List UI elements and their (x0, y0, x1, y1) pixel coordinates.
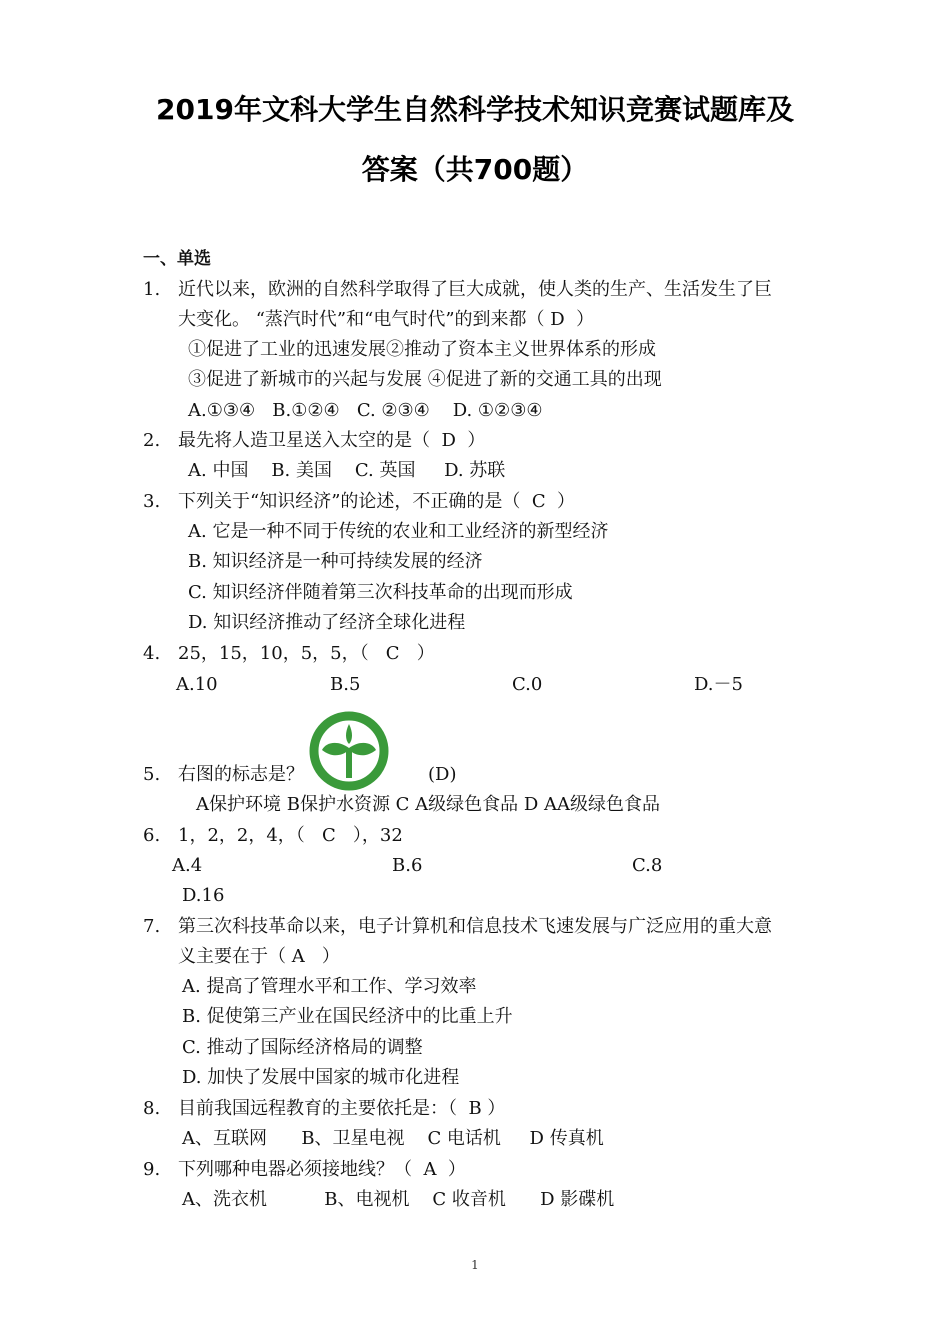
question-4-text: 25，15，10，5，5，（ C ） (178, 643, 435, 664)
question-8-options: A、互联网 B、卫星电视 C 电话机 D 传真机 (182, 1128, 604, 1149)
question-4-option-b: B.5 (330, 674, 361, 695)
question-4-option-d: D.－5 (694, 674, 743, 695)
page-number: 1 (471, 1258, 479, 1272)
question-7-option-d: D. 加快了发展中国家的城市化进程 (182, 1067, 460, 1088)
question-6-option-b: B.6 (392, 855, 423, 876)
question-2-options: A. 中国 B. 美国 C. 英国 D. 苏联 (188, 460, 506, 481)
question-1-text-line-1: 近代以来，欧洲的自然科学取得了巨大成就，使人类的生产、生活发生了巨 (178, 279, 772, 300)
question-3-option-d: D. 知识经济推动了经济全球化进程 (188, 612, 466, 633)
question-3-option-b: B. 知识经济是一种可持续发展的经济 (188, 551, 483, 572)
question-3-number: 3. (143, 491, 161, 512)
question-8-text: 目前我国远程教育的主要依托是：（ B ） (178, 1098, 506, 1119)
question-4-option-a: A.10 (176, 674, 218, 695)
question-5-answer: (D) (428, 764, 457, 785)
question-7-text-line-2: 义主要在于（ A ） (178, 946, 340, 967)
question-5-options: A保护环境 B保护水资源 C A级绿色食品 D AA级绿色食品 (196, 794, 661, 815)
question-1-options: A.①③④ B.①②④ C. ②③④ D. ①②③④ (188, 400, 543, 421)
question-2-number: 2. (143, 430, 161, 451)
question-6-number: 6. (143, 825, 161, 846)
question-3-option-c: C. 知识经济伴随着第三次科技革命的出现而形成 (188, 582, 573, 603)
question-4-option-c: C.0 (512, 674, 543, 695)
question-7-number: 7. (143, 916, 161, 937)
section-heading: 一、单选 (143, 249, 211, 269)
question-6-text: 1，2，2，4，（ C ），32 (178, 825, 403, 846)
document-title-line-1: 2019年文科大学生自然科学技术知识竞赛试题库及 (156, 93, 794, 126)
question-1-statement-1: ①促进了工业的迅速发展②推动了资本主义世界体系的形成 (188, 339, 656, 360)
document-title-line-2: 答案（共700题） (361, 153, 589, 186)
green-food-logo-icon (308, 710, 390, 792)
question-3-text: 下列关于“知识经济”的论述，不正确的是（ C ） (178, 491, 576, 512)
question-5-number: 5. (143, 764, 161, 785)
question-7-option-c: C. 推动了国际经济格局的调整 (182, 1037, 423, 1058)
question-1-text-line-2: 大变化。 “蒸汽时代”和“电气时代”的到来都（ D ） (178, 309, 595, 330)
question-6-option-a: A.4 (172, 855, 203, 876)
question-9-options: A、洗衣机 B、电视机 C 收音机 D 影碟机 (182, 1189, 615, 1210)
question-7-text-line-1: 第三次科技革命以来，电子计算机和信息技术飞速发展与广泛应用的重大意 (178, 916, 772, 937)
question-1-statement-2: ③促进了新城市的兴起与发展 ④促进了新的交通工具的出现 (188, 369, 662, 390)
question-2-text: 最先将人造卫星送入太空的是（ D ） (178, 430, 486, 451)
question-7-option-b: B. 促使第三产业在国民经济中的比重上升 (182, 1006, 513, 1027)
question-7-option-a: A. 提高了管理水平和工作、学习效率 (182, 976, 477, 997)
question-9-number: 9. (143, 1159, 161, 1180)
question-1-number: 1. (143, 279, 161, 300)
question-6-option-d: D.16 (182, 885, 225, 906)
question-8-number: 8. (143, 1098, 161, 1119)
question-6-option-c: C.8 (632, 855, 663, 876)
question-3-option-a: A. 它是一种不同于传统的农业和工业经济的新型经济 (188, 521, 609, 542)
question-5-text: 右图的标志是？ (178, 764, 304, 785)
question-9-text: 下列哪种电器必须接地线？（ A ） (178, 1159, 466, 1180)
question-4-number: 4. (143, 643, 161, 664)
